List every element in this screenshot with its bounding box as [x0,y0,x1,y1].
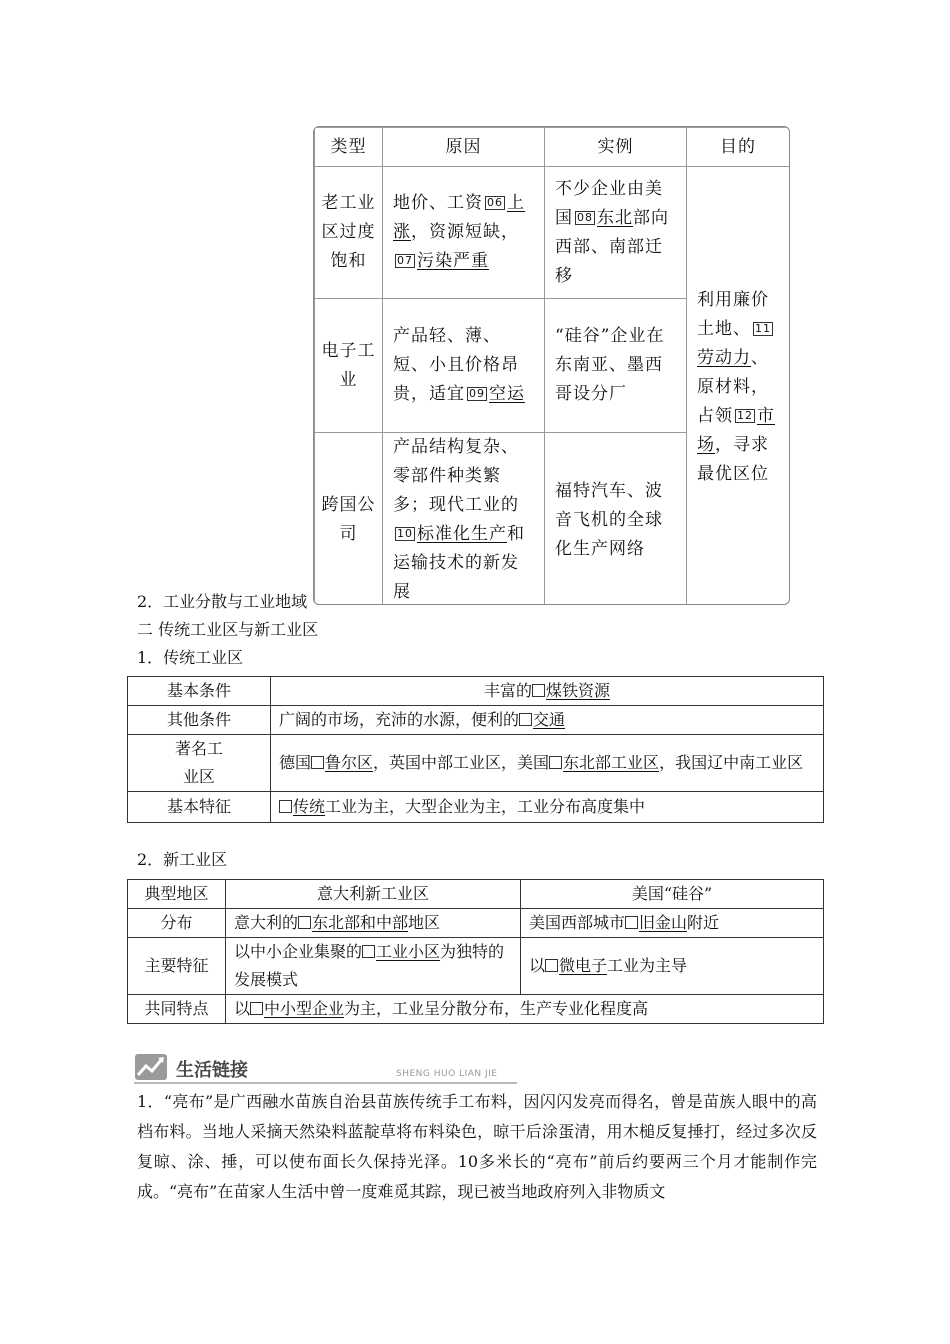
table-row [128,938,824,995]
header-example: 实例 [545,128,687,167]
header-reason: 原因 [383,128,545,167]
industry-dispersal-table [313,126,790,605]
purpose-cell: 利用廉价土地、 11劳动力、原材料，占领 12 市场，寻求最优区位 [687,167,790,606]
example-cell: “硅谷”企业在东南亚、墨西哥设分厂 [545,299,687,433]
section-heading: 1．传统工业区 [137,648,244,667]
reason-cell: 产品结构复杂、零部件种类繁多；现代工业的10 标准化生产和运输技术的新发展 [383,433,545,606]
row-value: 丰富的 煤铁资源 [271,677,824,706]
italy-cell: 意大利的 东北部和中部地区 [226,909,521,938]
header-italy: 意大利新工业区 [226,880,521,909]
table-row [128,995,824,1024]
table-row [128,909,824,938]
traditional-industry-table [127,676,824,823]
section-heading: 2．新工业区 [137,850,228,869]
banner-title: 生活链接 [176,1060,248,1081]
us-cell: 美国西部城市 旧金山附近 [521,909,824,938]
table-row [128,677,824,706]
type-cell: 电子工业 [315,299,383,433]
type-cell: 老工业区过度饱和 [315,167,383,299]
row-label: 分布 [128,909,226,938]
header-region: 典型地区 [128,880,226,909]
type-cell: 跨国公司 [315,433,383,606]
row-value: 传统工业为主，大型企业为主，工业分布高度集中 [271,792,824,823]
row-label: 共同特点 [128,995,226,1024]
us-cell: 以 微电子工业为主导 [521,938,824,995]
example-cell: 不少企业由美国 08 东北部向西部、南部迁移 [545,167,687,299]
reason-cell: 产品轻、薄、短、小且价格昂贵，适宜 09 空运 [383,299,545,433]
example-cell: 福特汽车、波音飞机的全球化生产网络 [545,433,687,606]
trend-chart-icon [134,1053,168,1081]
row-label: 其他条件 [128,706,271,735]
table-row [128,735,824,792]
section-heading: 二 传统工业区与新工业区 [137,620,319,639]
header-silicon-valley: 美国“硅谷” [521,880,824,909]
banner-subtitle: SHENG HUO LIAN JIE [396,1069,498,1079]
common-cell: 以 中小型企业为主，工业呈分散分布，生产专业化程度高 [226,995,824,1024]
italy-cell: 以中小企业集聚的 工业小区为独特的发展模式 [226,938,521,995]
life-link-banner [134,1053,517,1085]
section-heading: 2．工业分散与工业地域 [137,592,308,611]
header-purpose: 目的 [687,128,790,167]
table-row [315,167,790,299]
table-row [128,706,824,735]
new-industry-table [127,879,824,1024]
reason-cell: 地价、工资 06 上涨，资源短缺，07 污染严重 [383,167,545,299]
row-label: 基本特征 [128,792,271,823]
row-label: 主要特征 [128,938,226,995]
body-paragraph: 1．“亮布”是广西融水苗族自治县苗族传统手工布料，因闪闪发亮而得名，曾是苗族人眼中的高档布料。当地人采摘天然染料蓝靛草将布料染色，晾干后涂蛋清，用木槌反复捶打，经过多次反复晾、涂、捶，可以使布面长久保持光泽。10多米长的“亮布”前后约要两三个月才能制作完成。“亮布”在苗家人生活中曾一度难觅其踪，现已被当地政府列入非物质文 [137,1092,817,1201]
row-value: 广阔的市场，充沛的水源，便利的 交通 [271,706,824,735]
header-type: 类型 [315,128,383,167]
row-value: 德国 鲁尔区，英国中部工业区，美国 东北部工业区，我国辽中南工业区 [271,735,824,792]
table-row [128,880,824,909]
table-row [128,792,824,823]
row-label: 基本条件 [128,677,271,706]
row-label: 著名工业区 [128,735,271,792]
